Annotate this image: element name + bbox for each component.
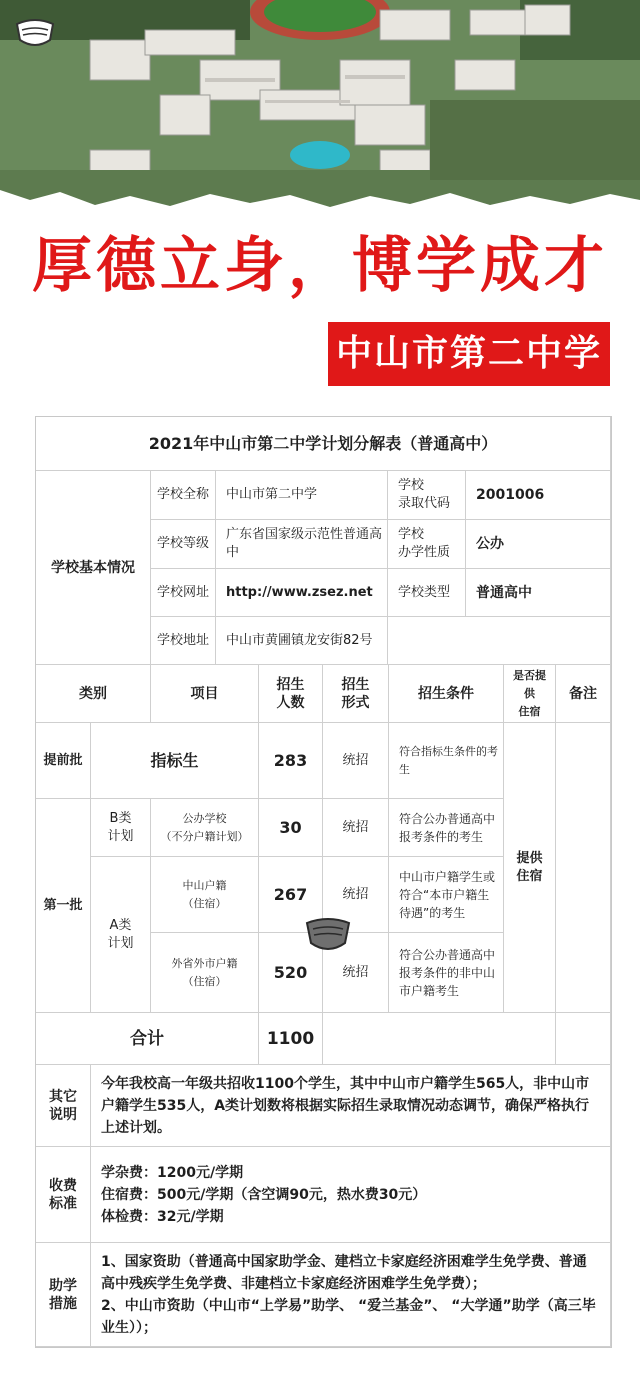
a-plan-label: A类 计划 — [91, 857, 151, 1013]
table-row-count: 520 — [259, 933, 323, 1013]
table-title: 2021年中山市第二中学计划分解表（普通高中） — [36, 417, 611, 471]
other-notes-label: 其它 说明 — [36, 1065, 91, 1147]
school-nature-label: 学校 办学性质 — [388, 520, 466, 569]
early-batch-label: 提前批 — [36, 723, 91, 799]
table-row-conditions: 符合公办普通高中报考条件的考生 — [389, 799, 504, 857]
header-conditions: 招生条件 — [389, 665, 504, 723]
other-notes-text: 今年我校高一年级共招收1100个学生，其中中山市户籍学生565人，非中山市户籍学生535人，A类计划数将根据实际招生录取情况动态调节，确保严格执行上述计划。 — [91, 1065, 611, 1147]
campus-illustration — [0, 0, 640, 215]
table-row-form: 统招 — [323, 933, 389, 1013]
basic-info-label: 学校基本情况 — [36, 471, 151, 665]
school-motto: 厚德立身，博学成才 — [32, 231, 608, 301]
table-row-conditions: 中山市户籍学生或符合“本市户籍生待遇”的考生 — [389, 857, 504, 933]
early-batch-count: 283 — [259, 723, 323, 799]
aid-text: 1、国家资助（普通高中国家助学金、建档立卡家庭经济困难学生免学费、普通高中残疾学生免学费、非建档立卡家庭经济困难学生免学费）； 2、中山市资助（中山市“上学易”助学、 “爱兰基金”、 “大学通”助学（高三毕业生））； — [91, 1243, 611, 1347]
table-row-item: 外省外市户籍 （住宿） — [151, 933, 259, 1013]
table-row-item: 中山户籍 （住宿） — [151, 857, 259, 933]
table-row-form: 统招 — [323, 857, 389, 933]
full-name-label: 学校全称 — [151, 471, 216, 520]
table-row-item: 公办学校 （不分户籍计划） — [151, 799, 259, 857]
aid-label: 助学 措施 — [36, 1243, 91, 1347]
website-link[interactable]: http://www.zsez.net — [216, 569, 388, 617]
header-count: 招生 人数 — [259, 665, 323, 723]
website-label: 学校网址 — [151, 569, 216, 617]
table-row-count: 30 — [259, 799, 323, 857]
full-name-value: 中山市第二中学 — [216, 471, 388, 520]
header-form: 招生 形式 — [323, 665, 389, 723]
fees-label: 收费 标准 — [36, 1147, 91, 1243]
table-row-form: 统招 — [323, 799, 389, 857]
face-mask-icon — [14, 14, 56, 52]
boarding-provided: 提供 住宿 — [504, 723, 556, 1013]
table-row-conditions: 符合公办普通高中报考条件的非中山市户籍考生 — [389, 933, 504, 1013]
total-label: 合计 — [36, 1013, 259, 1065]
header-boarding: 是否提供 住宿 — [504, 665, 556, 723]
enrollment-plan-table — [35, 416, 612, 1348]
school-type-value: 普通高中 — [466, 569, 611, 617]
school-nature-value: 公办 — [466, 520, 611, 569]
fees-text: 学杂费：1200元/学期 住宿费：500元/学期（含空调90元，热水费30元） 体检费：32元/学期 — [91, 1147, 611, 1243]
first-batch-label: 第一批 — [36, 799, 91, 1013]
total-blank — [323, 1013, 556, 1065]
address-label: 学校地址 — [151, 617, 216, 665]
total-value: 1100 — [259, 1013, 323, 1065]
address-blank — [388, 617, 611, 665]
admission-code-value: 2001006 — [466, 471, 611, 520]
early-batch-conditions: 符合指标生条件的考生 — [389, 723, 504, 799]
b-plan-label: B类 计划 — [91, 799, 151, 857]
face-mask-icon — [305, 915, 351, 955]
table-row-count: 267 — [259, 857, 323, 933]
header-item: 项目 — [151, 665, 259, 723]
total-remarks-blank — [556, 1013, 611, 1065]
address-value: 中山市黄圃镇龙安街82号 — [216, 617, 388, 665]
admission-code-label: 学校 录取代码 — [388, 471, 466, 520]
school-level-label: 学校等级 — [151, 520, 216, 569]
early-batch-item: 指标生 — [91, 723, 259, 799]
campus-aerial-image — [0, 0, 640, 215]
school-level-value: 广东省国家级示范性普通高中 — [216, 520, 388, 569]
header-remarks: 备注 — [556, 665, 611, 723]
school-type-label: 学校类型 — [388, 569, 466, 617]
header-category: 类别 — [36, 665, 151, 723]
early-batch-form: 统招 — [323, 723, 389, 799]
school-name-banner: 中山市第二中学 — [328, 322, 610, 386]
remarks-blank — [556, 723, 611, 1013]
